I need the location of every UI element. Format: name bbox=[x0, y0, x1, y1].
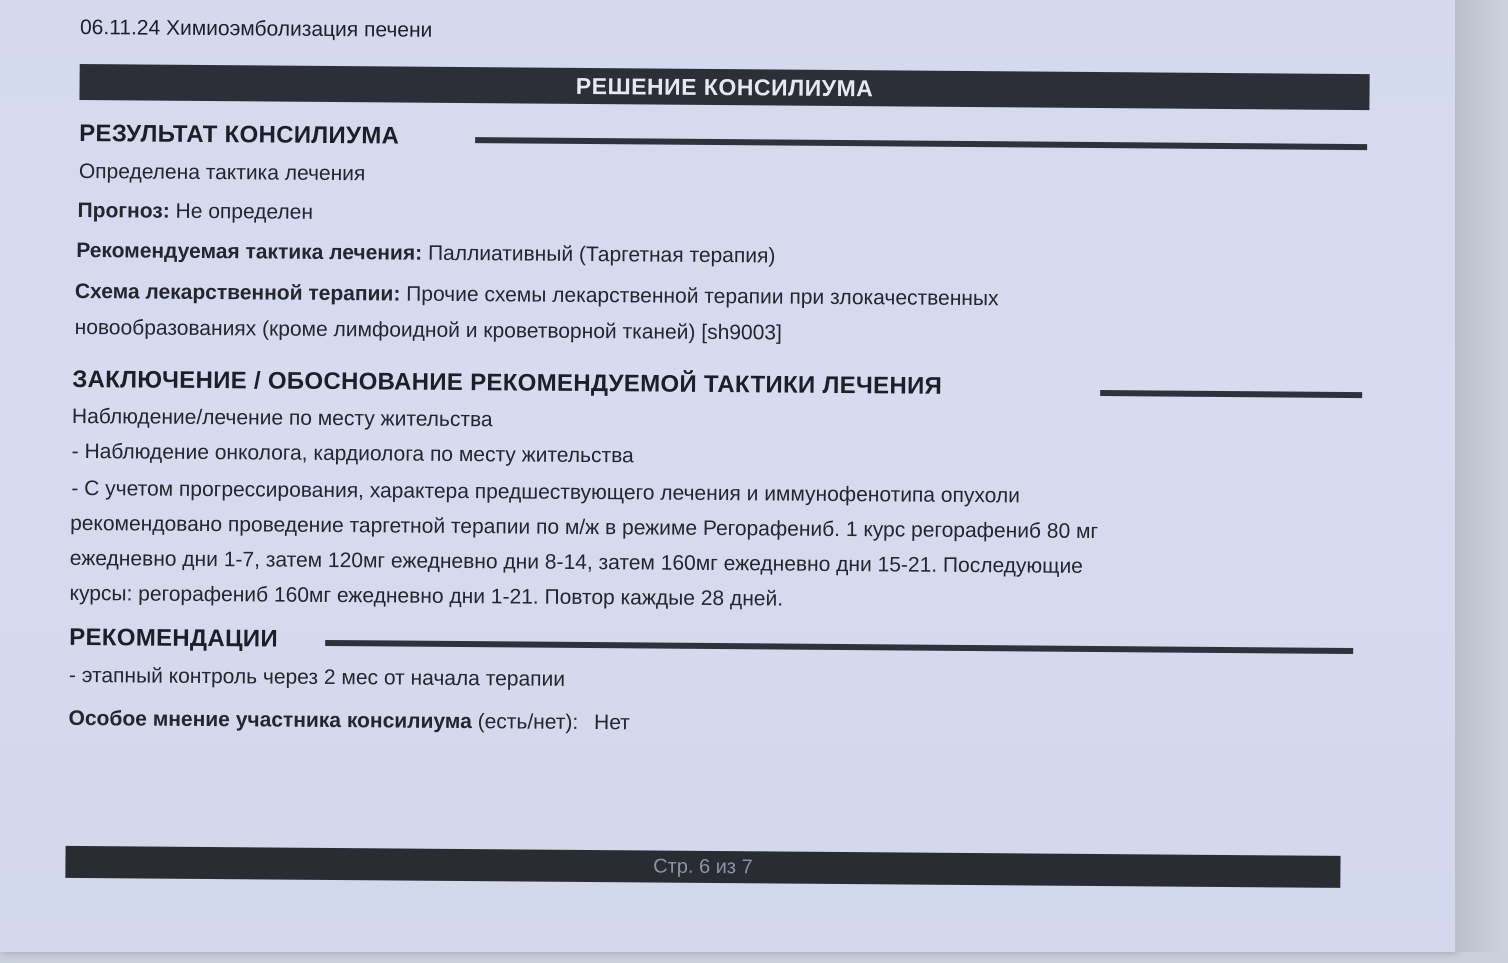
date-procedure-line: 06.11.24 Химиоэмболизация печени bbox=[79, 16, 433, 42]
page-indicator: Стр. 6 из 7 bbox=[653, 855, 753, 879]
recommendation-item: - этапный контроль через 2 мес от начала терапии bbox=[68, 663, 566, 691]
dissent-value: Нет bbox=[593, 711, 630, 735]
background-edge bbox=[1455, 0, 1508, 952]
decision-banner: РЕШЕНИЕ КОНСИЛИУМА bbox=[79, 64, 1369, 110]
scheme-value-line2: новообразованиях (кроме лимфоидной и кроветворной тканей) [sh9003] bbox=[74, 315, 782, 345]
prognosis-label: Прогноз: bbox=[77, 198, 170, 223]
conclusion-line: - Наблюдение онколога, кардиолога по месту жительства bbox=[71, 439, 634, 468]
dissent-line bbox=[68, 707, 629, 735]
tactics-value: Паллиативный (Таргетная терапия) bbox=[427, 241, 776, 268]
conclusion-line: Наблюдение/лечение по месту жительства bbox=[71, 404, 493, 432]
recommendations-heading-rule bbox=[325, 640, 1353, 654]
scheme-label: Схема лекарственной терапии: bbox=[74, 279, 401, 306]
prognosis-value: Не определен bbox=[175, 199, 314, 224]
conclusion-heading-rule bbox=[1100, 390, 1362, 398]
result-outcome: Определена тактика лечения bbox=[78, 159, 366, 186]
conclusion-line: рекомендовано проведение таргетной терапии по м/ж в режиме Регорафениб. 1 курс регорафениб 80 мг bbox=[70, 511, 1099, 544]
prognosis-line bbox=[77, 199, 313, 225]
conclusion-line: - С учетом прогрессирования, характера предшествующего лечения и иммунофенотипа опухоли bbox=[71, 476, 1020, 508]
dissent-label: Особое мнение участника консилиума bbox=[68, 706, 472, 734]
conclusion-line: курсы: регорафениб 160мг ежедневно дни 1-21. Повтор каждые 28 дней. bbox=[69, 581, 784, 611]
scheme-value-line1: Прочие схемы лекарственной терапии при злокачественных bbox=[406, 282, 999, 311]
dissent-hint: (есть/нет): bbox=[477, 710, 579, 734]
tactics-line bbox=[76, 239, 775, 268]
conclusion-line: ежедневно дни 1-7, затем 120мг ежедневно дни 8-14, затем 160мг ежедневно дни 15-21. Последующие bbox=[69, 546, 1084, 578]
scheme-line bbox=[75, 280, 999, 311]
result-heading-rule bbox=[475, 137, 1367, 150]
conclusion-heading: ЗАКЛЮЧЕНИЕ / ОБОСНОВАНИЕ РЕКОМЕНДУЕМОЙ ТАКТИКИ ЛЕЧЕНИЯ bbox=[72, 365, 943, 400]
recommendations-heading: РЕКОМЕНДАЦИИ bbox=[69, 623, 279, 653]
result-heading: РЕЗУЛЬТАТ КОНСИЛИУМА bbox=[79, 119, 400, 150]
page-footer bbox=[65, 846, 1340, 888]
tactics-label: Рекомендуемая тактика лечения: bbox=[76, 238, 423, 265]
